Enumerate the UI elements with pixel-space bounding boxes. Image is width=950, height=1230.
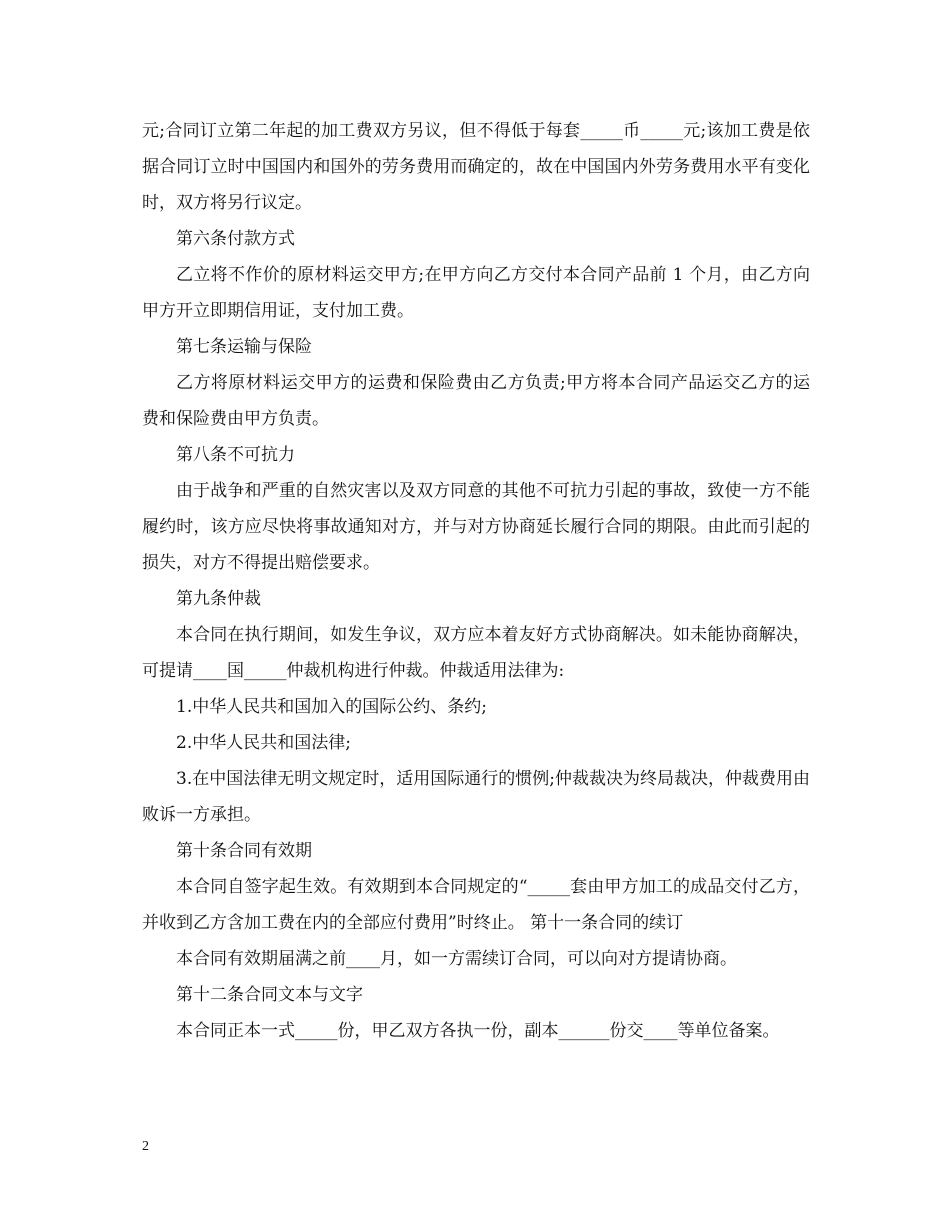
article-8-heading: 第八条不可抗力 [176,445,295,465]
article-7-body: 乙方将原材料运交甲方的运费和保险费由乙方负责;甲方将本合同产品运交乙方的运费和保险费由甲方负责。 [142,373,810,429]
article-9-item-1: 1.中华人民共和国加入的国际公约、条约; [176,697,487,717]
article-10-heading: 第十条合同有效期 [176,841,312,861]
document-body [142,113,810,1049]
article-6-heading: 第六条付款方式 [176,229,295,249]
article-9-item-3: 3.在中国法律无明文规定时，适用国际通行的惯例;仲裁裁决为终局裁决，仲裁费用由败诉一方承担。 [142,769,810,825]
article-8-body: 由于战争和严重的自然灾害以及双方同意的其他不可抗力引起的事故，致使一方不能履约时，该方应尽快将事故通知对方，并与对方协商延长履行合同的期限。由此而引起的损失，对方不得提出赔偿要求。 [142,481,810,573]
page-number: 2 [142,1139,149,1154]
article-9-body: 本合同在执行期间，如发生争议，双方应本着友好方式协商解决。如未能协商解决，可提请____国_____仲裁机构进行仲裁。仲裁适用法律为: [142,625,810,681]
article-12-heading: 第十二条合同文本与文字 [176,985,363,1005]
article-12-body: 本合同正本一式_____份，甲乙双方各执一份，副本______份交____等单位备案。 [176,1021,780,1041]
article-6-body: 乙立将不作价的原材料运交甲方;在甲方向乙方交付本合同产品前 1 个月，由乙方向甲方开立即期信用证，支付加工费。 [142,265,810,321]
paragraph-fee-continuation: 元;合同订立第二年起的加工费双方另议，但不得低于每套_____币_____元;该加工费是依据合同订立时中国国内和国外的劳务费用而确定的，故在中国国内外劳务费用水平有变化时，双方将另行议定。 [142,121,810,213]
article-10-body: 本合同自签字起生效。有效期到本合同规定的“_____套由甲方加工的成品交付乙方，并收到乙方含加工费在内的全部应付费用”时终止。 第十一条合同的续订 [142,877,810,933]
article-9-heading: 第九条仲裁 [176,589,261,609]
article-7-heading: 第七条运输与保险 [176,337,312,357]
article-9-item-2: 2.中华人民共和国法律; [176,733,351,753]
article-11-body: 本合同有效期届满之前____月，如一方需续订合同，可以向对方提请协商。 [176,949,737,969]
